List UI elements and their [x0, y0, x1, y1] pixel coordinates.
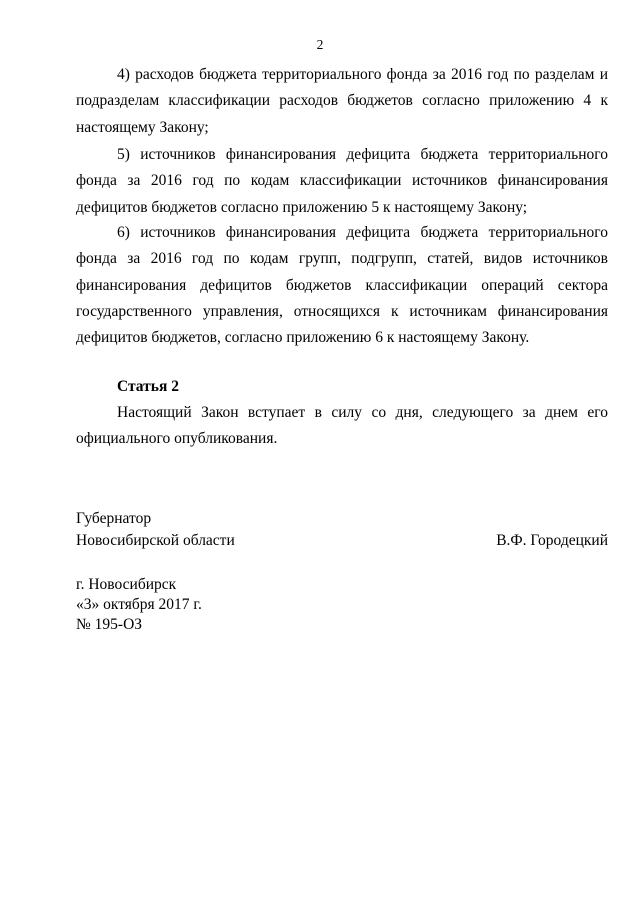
signature-block [76, 508, 608, 551]
list-item-5: 5) источников финансирования дефицита бюджета территориального фонда за 2016 год по кодам классификации источников финансирования дефицитов бюджетов согласно приложению 5 к настоящему Закону; [76, 146, 608, 216]
signatory-title: Губернатор [76, 510, 152, 527]
article-2-text: Настоящий Закон вступает в силу со дня, следующего за днем его официального опубликования. [76, 404, 608, 448]
article-2-heading: Статья 2 [117, 378, 179, 395]
list-item-6: 6) источников финансирования дефицита бюджета территориального фонда за 2016 год по кодам групп, подгрупп, статей, видов источников финансирования дефицитов бюджетов классификации операций сектора государственного управления, относящихся к источникам финансирования дефицитов бюджетов, согласно приложению 6 к настоящему Закону. [76, 224, 608, 347]
signatory-region: Новосибирской области [76, 531, 235, 549]
date: «3» октября 2017 г. [76, 596, 202, 613]
list-item-4: 4) расходов бюджета территориального фонда за 2016 год по разделам и подразделам классификации расходов бюджетов согласно приложению 4 к настоящему Закону; [76, 66, 608, 136]
place-date-block [76, 575, 608, 635]
page-number: 2 [316, 37, 324, 52]
law-number: № 195-ОЗ [76, 616, 143, 633]
city: г. Новосибирск [76, 576, 177, 593]
signatory-name: В.Ф. Городецкий [496, 531, 608, 549]
